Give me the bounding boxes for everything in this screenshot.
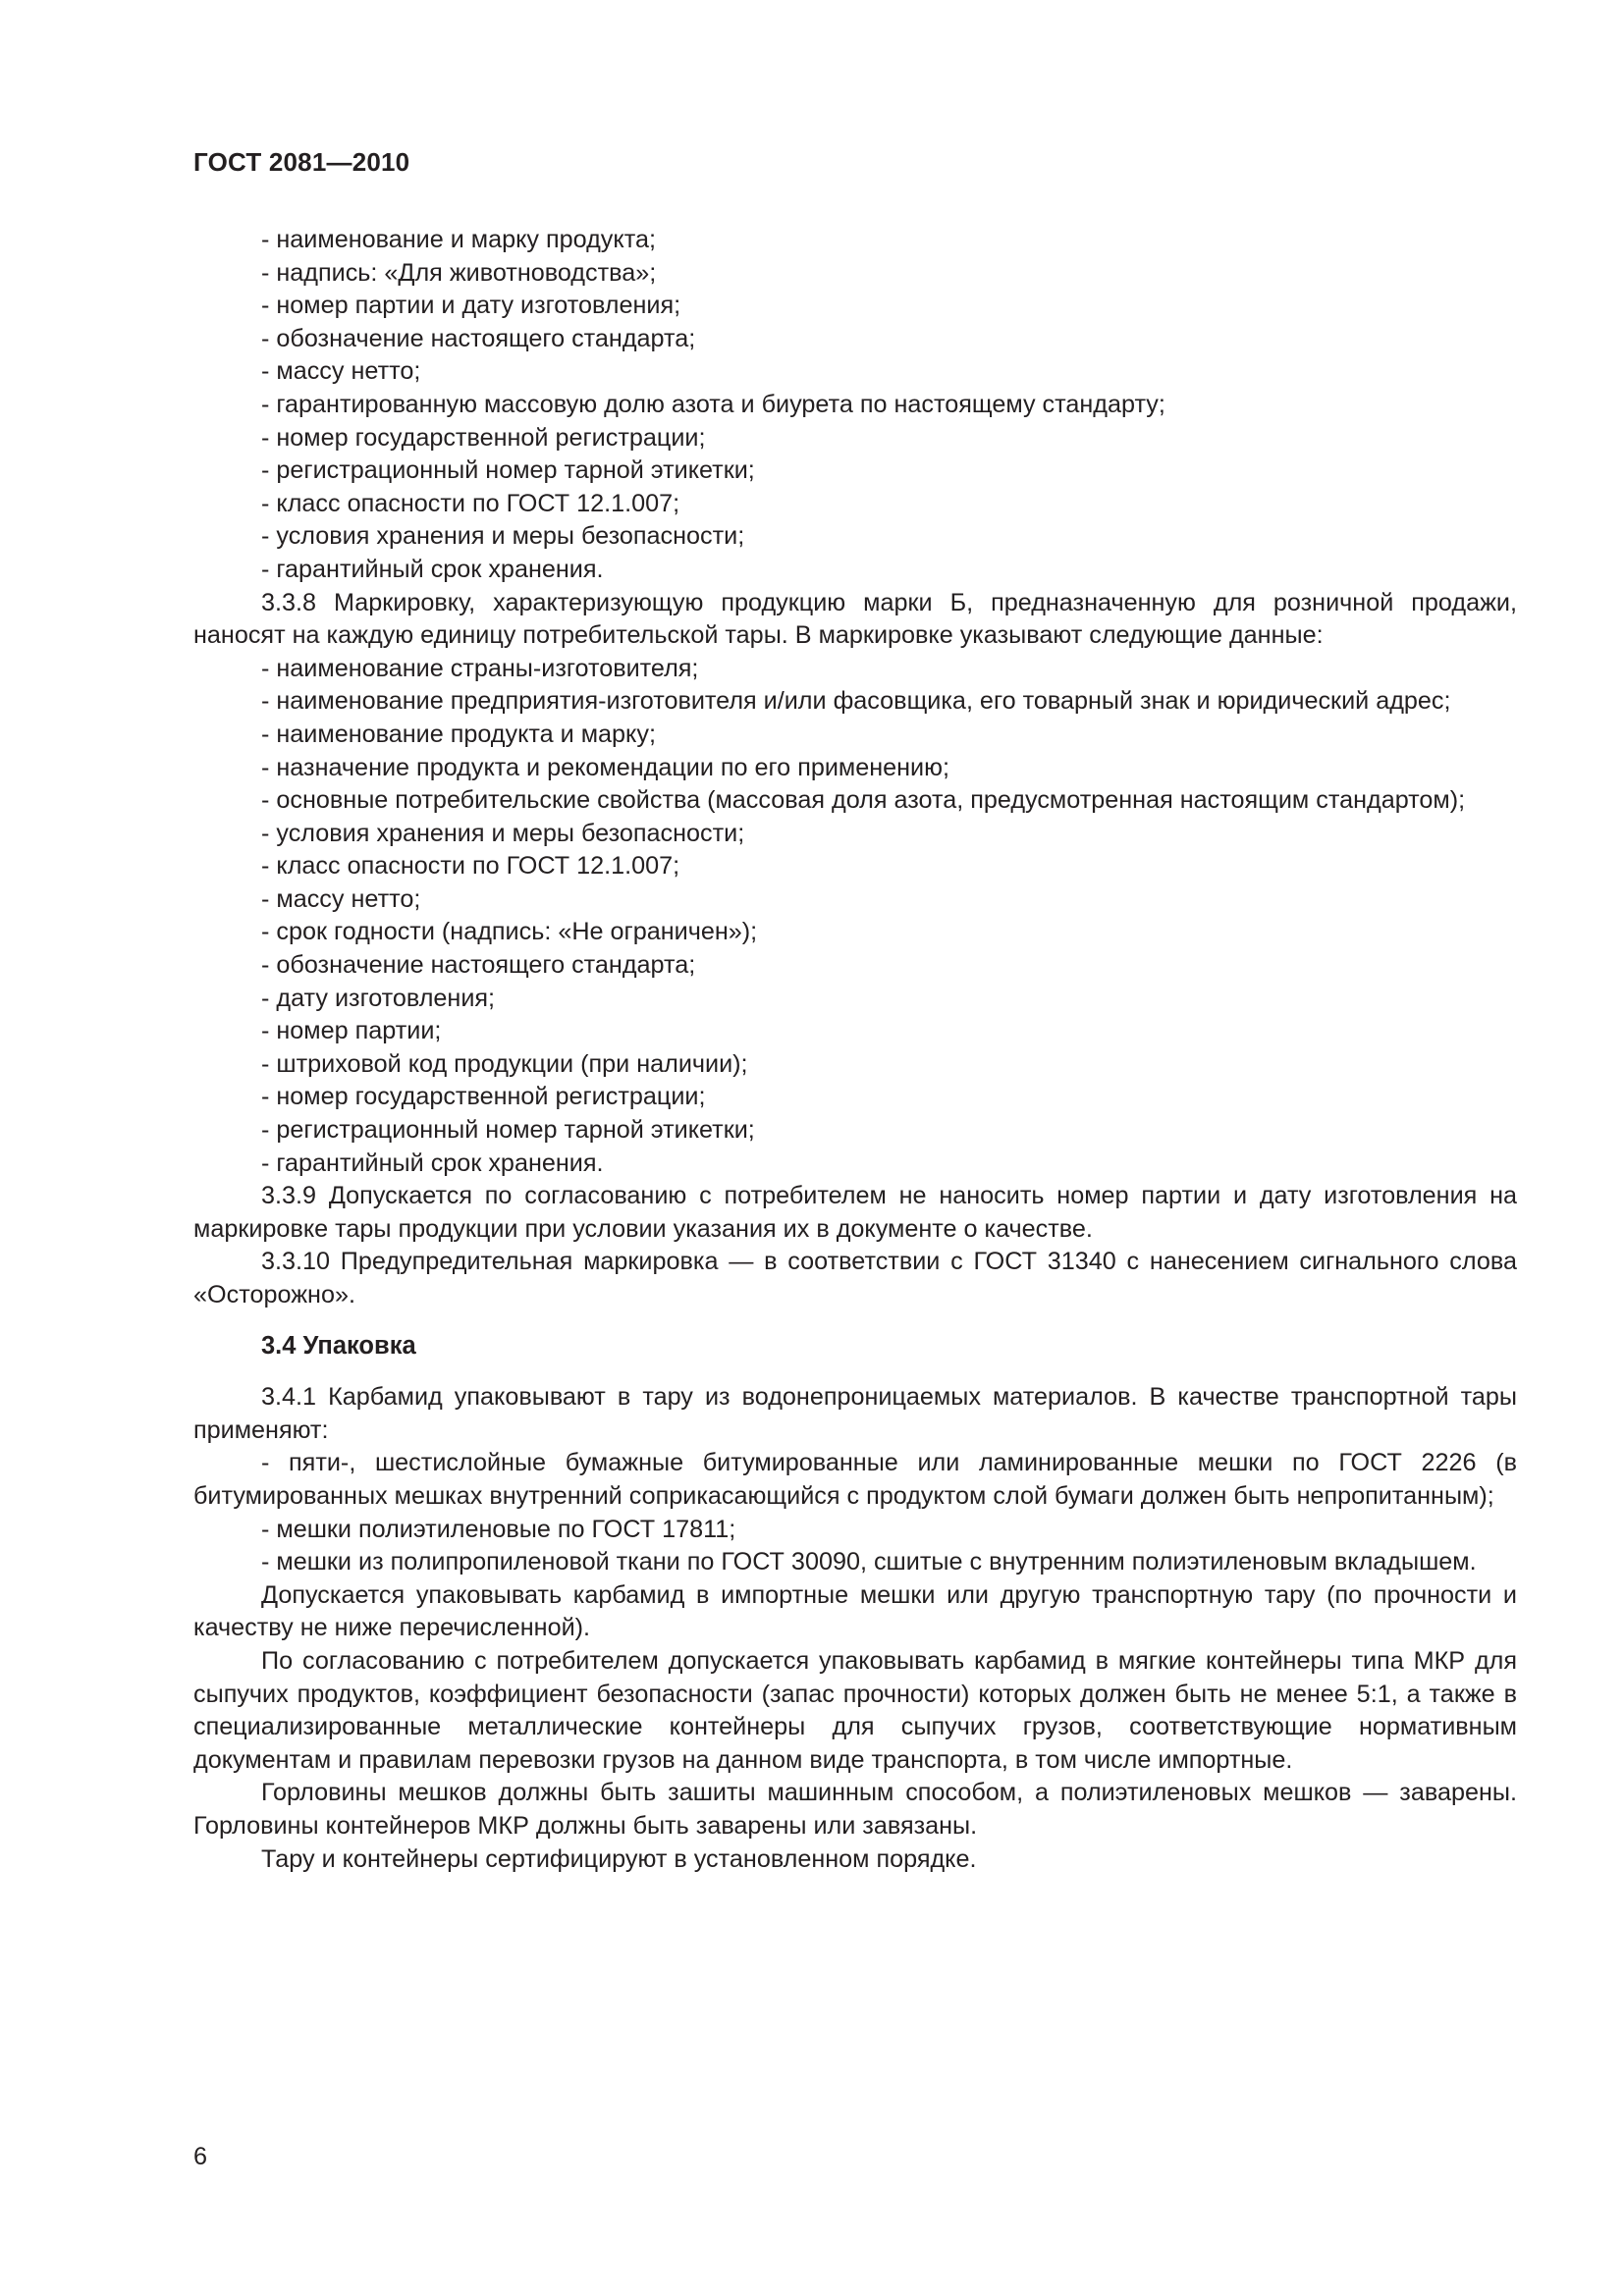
document-body <box>193 224 1517 1876</box>
list-item: - гарантированную массовую долю азота и биурета по настоящему стандарту; <box>261 390 1165 418</box>
list-item: - условия хранения и меры безопасности; <box>261 819 745 847</box>
clause-3-3-8: 3.3.8 Маркировку, характеризующую продукцию марки Б, предназначенную для розничной продажи, наносят на каждую единицу потребительской тары. В маркировке указывают следующие данные: <box>193 588 1517 650</box>
clause-3-3-9: 3.3.9 Допускается по согласованию с потребителем не наносить номер партии и дату изготовления на маркировке тары продукции при условии указания их в документе о качестве. <box>193 1182 1517 1243</box>
section-heading-3-4: 3.4 Упаковка <box>261 1331 416 1360</box>
paragraph-import: Допускается упаковывать карбамид в импортные мешки или другую транспортную тару (по прочности и качеству не ниже перечисленной). <box>193 1580 1517 1642</box>
list-c <box>193 1447 1517 1578</box>
page-number: 6 <box>193 2143 208 2170</box>
list-item: - срок годности (надпись: «Не ограничен»); <box>261 918 758 946</box>
clause-3-3-10: 3.3.10 Предупредительная маркировка — в соответствии с ГОСТ 31340 с нанесением сигнального слова «Осторожно». <box>193 1248 1517 1308</box>
list-item: - массу нетто; <box>261 357 421 386</box>
list-item: - основные потребительские свойства (массовая доля азота, предусмотренная настоящим стандартом); <box>261 786 1466 815</box>
list-item: - класс опасности по ГОСТ 12.1.007; <box>261 489 680 517</box>
list-item: - обозначение настоящего стандарта; <box>261 951 696 980</box>
list-item: - условия хранения и меры безопасности; <box>261 522 745 551</box>
list-item: - пяти-, шестислойные бумажные битумированные или ламинированные мешки по ГОСТ 2226 (в битумированных мешках внутренний соприкасающийся с продуктом слой бумаги должен быть непропитанным); <box>193 1449 1517 1510</box>
list-item: - гарантийный срок хранения. <box>261 1148 604 1177</box>
list-item: - наименование продукта и марку; <box>261 720 656 748</box>
document-header: ГОСТ 2081—2010 <box>193 147 410 177</box>
list-b <box>193 653 1517 1181</box>
list-item: - гарантийный срок хранения. <box>261 555 604 583</box>
list-item: - штриховой код продукции (при наличии); <box>261 1049 748 1078</box>
list-item: - дату изготовления; <box>261 984 496 1012</box>
list-item: - массу нетто; <box>261 884 421 913</box>
list-item: - регистрационный номер тарной этикетки; <box>261 1116 755 1145</box>
list-item: - номер партии и дату изготовления; <box>261 292 681 320</box>
list-item: - номер партии; <box>261 1017 442 1045</box>
list-item: - наименование страны-изготовителя; <box>261 654 699 682</box>
list-item: - назначение продукта и рекомендации по его применению; <box>261 753 950 781</box>
list-item: - номер государственной регистрации; <box>261 423 706 452</box>
list-item: - мешки полиэтиленовые по ГОСТ 17811; <box>261 1515 736 1543</box>
list-item: - обозначение настоящего стандарта; <box>261 324 696 352</box>
list-item: - регистрационный номер тарной этикетки; <box>261 456 755 485</box>
clause-3-4-1: 3.4.1 Карбамид упаковывают в тару из водонепроницаемых материалов. В качестве транспортной тары применяют: <box>193 1383 1517 1444</box>
list-a <box>193 224 1517 587</box>
list-item: - наименование предприятия-изготовителя и/или фасовщика, его товарный знак и юридический адрес; <box>261 687 1451 716</box>
list-item: - класс опасности по ГОСТ 12.1.007; <box>261 852 680 881</box>
paragraph-mkr: По согласованию с потребителем допускается упаковывать карбамид в мягкие контейнеры типа МКР для сыпучих продуктов, коэффициент безопасности (запас прочности) которых должен быть не менее 5:1, а также в специализированные металлические контейнеры для сыпучих грузов, соответствующие нормативным документам и правилам перевозки грузов на данном виде транспорта, в том числе импортные. <box>193 1646 1517 1774</box>
list-item: - надпись: «Для животноводства»; <box>261 258 657 287</box>
list-item: - номер государственной регистрации; <box>261 1083 706 1111</box>
list-item: - мешки из полипропиленовой ткани по ГОСТ 30090, сшитые с внутренним полиэтиленовым вкладышем. <box>261 1548 1477 1576</box>
paragraph-cert: Тару и контейнеры сертифицируют в установленном порядке. <box>261 1844 977 1873</box>
list-item: - наименование и марку продукта; <box>261 226 656 253</box>
paragraph-necks: Горловины мешков должны быть зашиты машинным способом, а полиэтиленовых мешков — заварены. Горловины контейнеров МКР должны быть заварены или завязаны. <box>193 1779 1517 1840</box>
